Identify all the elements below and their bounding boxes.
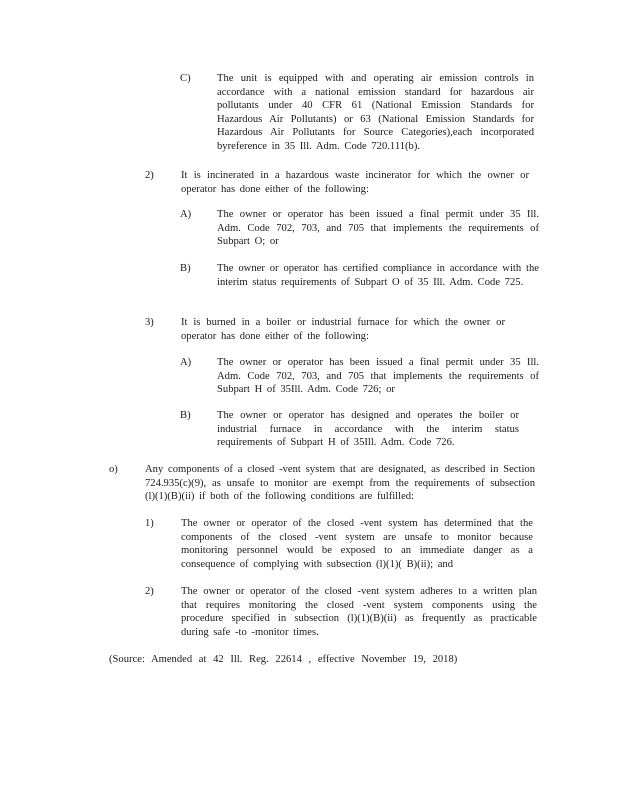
subitem-label: A) xyxy=(180,209,192,220)
subitem-text: The owner or operator of the closed -vent system has determined that the components of the closed -vent system are unsafe to monitor because monitoring personnel would be exposed to an immediate danger as a consequence of complying with subsection (l)(1)( B)(ii); and xyxy=(181,518,533,570)
subitem-label: 2) xyxy=(145,586,154,597)
subitem-label: B) xyxy=(180,263,191,274)
item-text: Any components of a closed -vent system that are designated, as described in Section 724.935(c)(9), as unsafe to monitor are exempt from the requirements of subsection (l)(1)(B)(ii) if both of the following conditions are fulfilled: xyxy=(145,464,535,503)
item-text: The unit is equipped with and operating air emission controls in accordance with a national emission standard for hazardous air pollutants under 40 CFR 61 (National Emission Standards for Hazardous Air Pollutants) or 63 (National Emission Standards for Hazardous Air Pollutants for Source Categories),each incorporated byreference in 35 Ill. Adm. Code 720.111(b). xyxy=(217,73,534,152)
subitem-text: The owner or operator has been issued a final permit under 35 Ill. Adm. Code 702, 703, and 705 that implements the requirements of Subpart O; or xyxy=(217,209,539,248)
item-text: It is incinerated in a hazardous waste incinerator for which the owner or operator has done either of the following: xyxy=(181,170,529,195)
subitem-text: The owner or operator has been issued a final permit under 35 Ill. Adm. Code 702, 703, and 705 that implements the requirements of Subpart H of 35Ill. Adm. Code 726; or xyxy=(217,357,539,396)
subitem-text: The owner or operator of the closed -vent system adheres to a written plan that requires monitoring the closed -vent system components using the procedure specified in subsection (l)(1)(B)(ii) as frequently as practicable during safe -to -monitor times. xyxy=(181,586,537,638)
subitem-label: A) xyxy=(180,357,192,368)
item-label: o) xyxy=(109,464,118,475)
subitem-label: B) xyxy=(180,410,191,421)
subitem-text: The owner or operator has designed and operates the boiler or industrial furnace in accordance with the interim status requirements of Subpart H of 35Ill. Adm. Code 726. xyxy=(217,410,519,449)
item-label: 2) xyxy=(145,170,154,181)
subitem-label: 1) xyxy=(145,518,154,529)
item-label: 3) xyxy=(145,317,154,328)
subitem-text: The owner or operator has certified compliance in accordance with the interim status requirements of Subpart O of 35 Ill. Adm. Code 725. xyxy=(217,263,539,288)
item-label: C) xyxy=(180,73,191,84)
source-note: (Source: Amended at 42 Ill. Reg. 22614 , effective November 19, 2018) xyxy=(109,654,458,665)
item-text: It is burned in a boiler or industrial furnace for which the owner or operator has done either of the following: xyxy=(181,317,505,342)
